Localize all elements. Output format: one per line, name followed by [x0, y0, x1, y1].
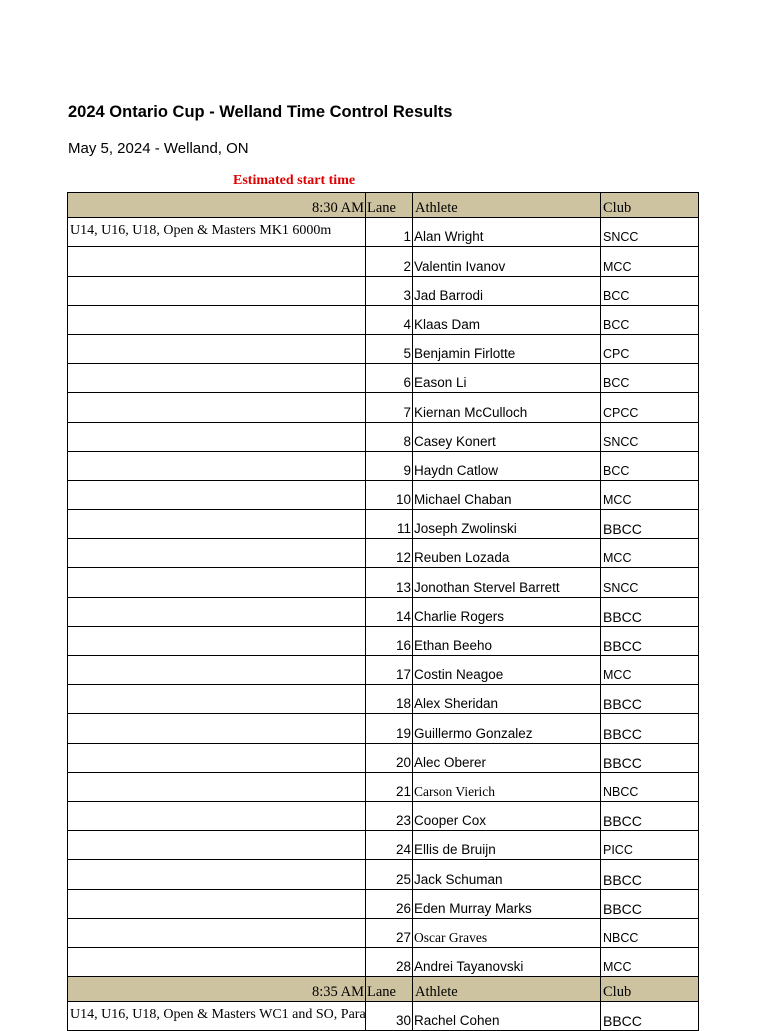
event-name: U14, U16, U18, Open & Masters MK1 6000m: [68, 218, 366, 247]
table-row: [68, 364, 699, 393]
athlete-name: Ellis de Bruijn: [413, 831, 601, 860]
lane-number: 2: [366, 247, 413, 276]
table-row: [68, 1002, 699, 1031]
event-cell: [68, 947, 366, 976]
lane-number: 24: [366, 831, 413, 860]
club-code: PICC: [601, 831, 699, 860]
event-cell: [68, 801, 366, 830]
athlete-name: Alex Sheridan: [413, 685, 601, 714]
lane-number: 11: [366, 510, 413, 539]
table-row: [68, 860, 699, 889]
lane-number: 25: [366, 860, 413, 889]
event-date-location: May 5, 2024 - Welland, ON: [68, 140, 249, 157]
event-cell: [68, 918, 366, 947]
athlete-name: Casey Konert: [413, 422, 601, 451]
lane-number: 17: [366, 656, 413, 685]
club-code: MCC: [601, 247, 699, 276]
athlete-name: Costin Neagoe: [413, 656, 601, 685]
athlete-name: Cooper Cox: [413, 801, 601, 830]
lane-number: 12: [366, 539, 413, 568]
club-code: MCC: [601, 656, 699, 685]
event-cell: [68, 393, 366, 422]
table-row: [68, 451, 699, 480]
club-code: SNCC: [601, 218, 699, 247]
results-table: [67, 192, 699, 1031]
event-cell: [68, 685, 366, 714]
athlete-name: Alec Oberer: [413, 743, 601, 772]
club-code: SNCC: [601, 568, 699, 597]
club-code: NBCC: [601, 772, 699, 801]
event-cell: [68, 597, 366, 626]
athlete-name: Ethan Beeho: [413, 626, 601, 655]
lane-number: 14: [366, 597, 413, 626]
event-cell: [68, 860, 366, 889]
club-code: MCC: [601, 947, 699, 976]
club-code: BBCC: [601, 714, 699, 743]
lane-number: 19: [366, 714, 413, 743]
lane-number: 30: [366, 1002, 413, 1031]
table-row: [68, 947, 699, 976]
club-code: BBCC: [601, 860, 699, 889]
event-cell: [68, 714, 366, 743]
athlete-header: Athlete: [413, 193, 601, 218]
athlete-name: Valentin Ivanov: [413, 247, 601, 276]
lane-number: 10: [366, 480, 413, 509]
table-row: [68, 480, 699, 509]
athlete-name: Reuben Lozada: [413, 539, 601, 568]
lane-number: 4: [366, 305, 413, 334]
table-row: [68, 510, 699, 539]
table-row: [68, 393, 699, 422]
lane-number: 23: [366, 801, 413, 830]
athlete-name: Andrei Tayanovski: [413, 947, 601, 976]
lane-number: 9: [366, 451, 413, 480]
event-cell: [68, 831, 366, 860]
event-cell: [68, 451, 366, 480]
page-title: 2024 Ontario Cup - Welland Time Control Results: [68, 103, 453, 121]
lane-number: 8: [366, 422, 413, 451]
club-header: Club: [601, 193, 699, 218]
event-cell: [68, 626, 366, 655]
club-code: CPCC: [601, 393, 699, 422]
lane-header: Lane: [366, 977, 413, 1002]
club-code: SNCC: [601, 422, 699, 451]
club-code: BBCC: [601, 510, 699, 539]
club-header: Club: [601, 977, 699, 1002]
athlete-name: Jack Schuman: [413, 860, 601, 889]
event-cell: [68, 480, 366, 509]
event-cell: [68, 422, 366, 451]
event-cell: [68, 539, 366, 568]
table-row: [68, 656, 699, 685]
athlete-name: Klaas Dam: [413, 305, 601, 334]
event-cell: [68, 510, 366, 539]
club-code: BBCC: [601, 597, 699, 626]
athlete-name: Jonothan Stervel Barrett: [413, 568, 601, 597]
table-row: [68, 539, 699, 568]
table-row: [68, 831, 699, 860]
club-code: BCC: [601, 451, 699, 480]
athlete-name: Kiernan McCulloch: [413, 393, 601, 422]
event-cell: [68, 364, 366, 393]
athlete-name: Benjamin Firlotte: [413, 334, 601, 363]
lane-number: 18: [366, 685, 413, 714]
lane-number: 6: [366, 364, 413, 393]
start-time: 8:30 AM: [68, 193, 366, 218]
lane-number: 20: [366, 743, 413, 772]
event-cell: [68, 568, 366, 597]
lane-number: 16: [366, 626, 413, 655]
table-row: [68, 626, 699, 655]
athlete-name: Eden Murray Marks: [413, 889, 601, 918]
table-row: [68, 422, 699, 451]
table-row: [68, 918, 699, 947]
club-code: BCC: [601, 276, 699, 305]
lane-header: Lane: [366, 193, 413, 218]
athlete-name: Michael Chaban: [413, 480, 601, 509]
lane-number: 3: [366, 276, 413, 305]
results-table-container: [67, 192, 698, 1030]
athlete-name: Charlie Rogers: [413, 597, 601, 626]
event-cell: [68, 334, 366, 363]
event-cell: [68, 276, 366, 305]
table-row: [68, 801, 699, 830]
athlete-name: Jad Barrodi: [413, 276, 601, 305]
club-code: BBCC: [601, 1002, 699, 1031]
table-row: [68, 305, 699, 334]
club-code: BCC: [601, 364, 699, 393]
club-code: CPC: [601, 334, 699, 363]
athlete-name: Guillermo Gonzalez: [413, 714, 601, 743]
table-row: [68, 276, 699, 305]
athlete-name: Haydn Catlow: [413, 451, 601, 480]
club-code: MCC: [601, 480, 699, 509]
event-cell: [68, 743, 366, 772]
table-row: [68, 218, 699, 247]
table-row: [68, 597, 699, 626]
lane-number: 26: [366, 889, 413, 918]
event-name: U14, U16, U18, Open & Masters WC1 and SO, Para: [68, 1002, 366, 1031]
club-code: BBCC: [601, 626, 699, 655]
table-row: [68, 772, 699, 801]
event-cell: [68, 247, 366, 276]
athlete-name: Oscar Graves: [413, 918, 601, 947]
event-cell: [68, 656, 366, 685]
club-code: BBCC: [601, 801, 699, 830]
table-row: [68, 334, 699, 363]
club-code: BBCC: [601, 889, 699, 918]
lane-number: 1: [366, 218, 413, 247]
athlete-name: Joseph Zwolinski: [413, 510, 601, 539]
club-code: NBCC: [601, 918, 699, 947]
athlete-name: Eason Li: [413, 364, 601, 393]
lane-number: 27: [366, 918, 413, 947]
athlete-name: Alan Wright: [413, 218, 601, 247]
athlete-name: Carson Vierich: [413, 772, 601, 801]
event-cell: [68, 889, 366, 918]
lane-number: 5: [366, 334, 413, 363]
table-row: [68, 685, 699, 714]
table-row: [68, 247, 699, 276]
estimated-start-time-label: Estimated start time: [233, 173, 356, 188]
event-cell: [68, 305, 366, 334]
athlete-header: Athlete: [413, 977, 601, 1002]
lane-number: 28: [366, 947, 413, 976]
club-code: BCC: [601, 305, 699, 334]
race-header-row: [68, 193, 699, 218]
table-row: [68, 743, 699, 772]
club-code: BBCC: [601, 685, 699, 714]
table-row: [68, 714, 699, 743]
race-header-row: [68, 977, 699, 1002]
lane-number: 7: [366, 393, 413, 422]
table-row: [68, 568, 699, 597]
event-cell: [68, 772, 366, 801]
table-row: [68, 889, 699, 918]
athlete-name: Rachel Cohen: [413, 1002, 601, 1031]
lane-number: 21: [366, 772, 413, 801]
club-code: BBCC: [601, 743, 699, 772]
club-code: MCC: [601, 539, 699, 568]
lane-number: 13: [366, 568, 413, 597]
start-time: 8:35 AM: [68, 977, 366, 1002]
